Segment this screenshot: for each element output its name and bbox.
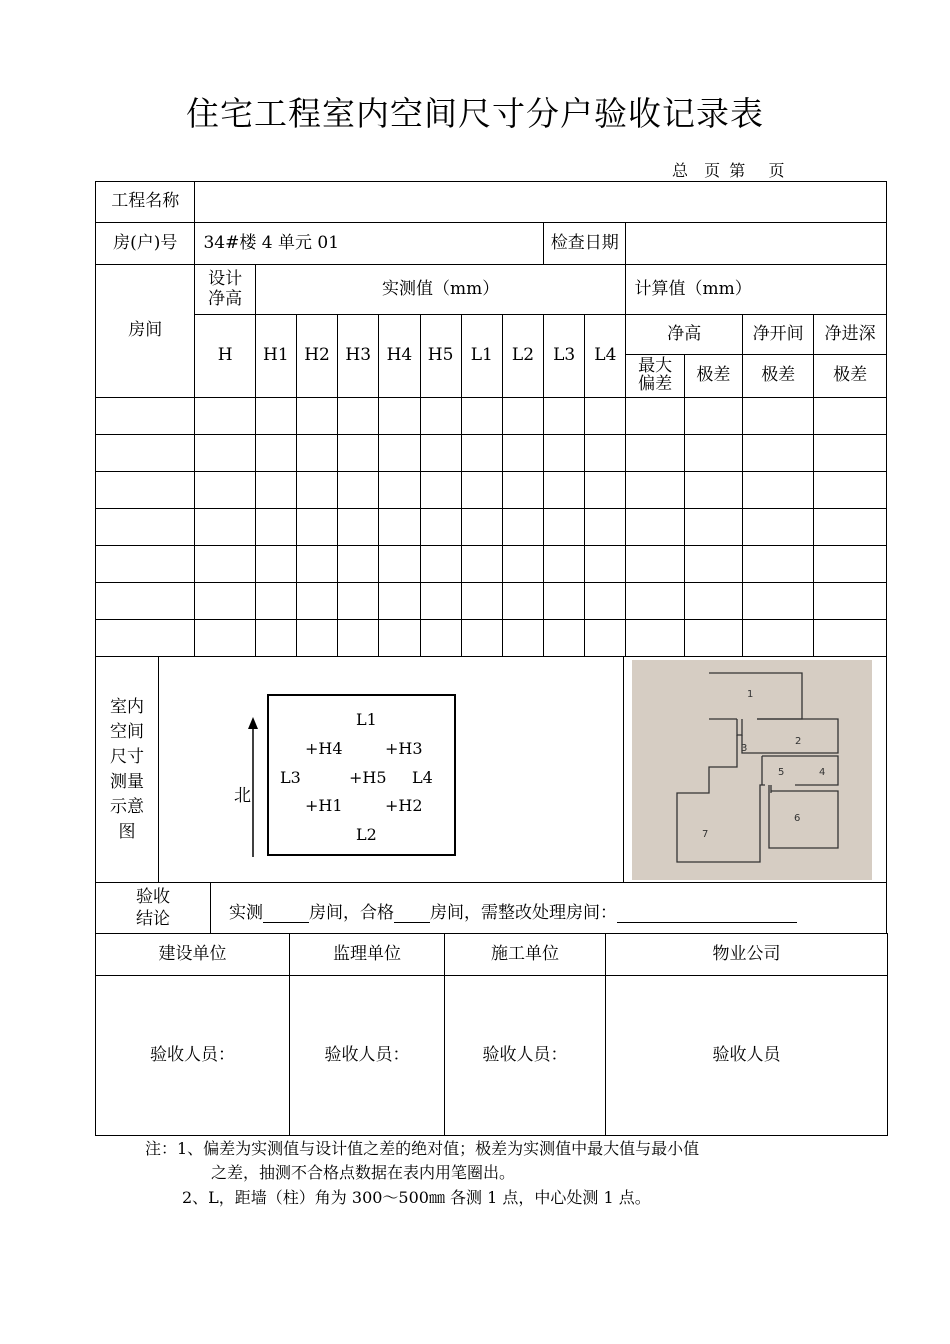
table-cell[interactable]: [743, 509, 814, 546]
north-label: 北: [234, 786, 251, 806]
table-cell[interactable]: [585, 620, 626, 657]
point-h4: +H4: [305, 739, 343, 758]
floorplan-room-2: 2: [795, 736, 802, 747]
table-cell[interactable]: [296, 435, 337, 472]
table-cell[interactable]: [684, 546, 742, 583]
table-cell[interactable]: [585, 583, 626, 620]
table-cell[interactable]: [420, 435, 461, 472]
table-cell[interactable]: [684, 472, 742, 509]
property-inspector[interactable]: 验收人员: [606, 976, 888, 1136]
table-cell[interactable]: [461, 546, 502, 583]
table-row: [96, 398, 887, 435]
measured-rooms-blank[interactable]: [263, 904, 309, 923]
floorplan-image: [623, 657, 888, 883]
table-cell[interactable]: [544, 509, 585, 546]
unit-number-value[interactable]: 34#楼 4 单元 01: [195, 223, 544, 265]
table-cell[interactable]: [585, 546, 626, 583]
table-cell[interactable]: [255, 398, 296, 435]
table-cell[interactable]: [296, 583, 337, 620]
table-cell[interactable]: [626, 472, 684, 509]
col-h5: H5: [420, 315, 461, 398]
table-cell[interactable]: [255, 620, 296, 657]
check-date-label: 检查日期: [544, 223, 626, 265]
floorplan-drawing: [624, 657, 886, 883]
table-cell[interactable]: [743, 472, 814, 509]
table-cell[interactable]: [379, 435, 420, 472]
table-cell[interactable]: [684, 398, 742, 435]
point-h3: +H3: [385, 739, 423, 758]
supervision-inspector[interactable]: 验收人员：: [290, 976, 445, 1136]
measurement-points-diagram: [267, 694, 456, 856]
range-header-3: 极差: [814, 355, 887, 398]
conclusion-label: 验收 结论: [96, 883, 211, 933]
col-h1: H1: [255, 315, 296, 398]
h-header: H: [195, 315, 255, 398]
measured-header: 实测值（mm）: [255, 265, 626, 315]
table-cell[interactable]: [461, 509, 502, 546]
rectify-rooms-blank[interactable]: [617, 904, 797, 923]
table-cell[interactable]: [96, 435, 195, 472]
table-cell[interactable]: [379, 583, 420, 620]
property-company-header: 物业公司: [606, 934, 888, 976]
table-cell[interactable]: [338, 583, 379, 620]
table-cell[interactable]: [684, 509, 742, 546]
project-name-value[interactable]: [195, 182, 887, 223]
table-cell[interactable]: [379, 620, 420, 657]
computed-header: 计算值（mm）: [626, 265, 887, 315]
table-cell[interactable]: [626, 620, 684, 657]
table-cell[interactable]: [626, 509, 684, 546]
col-h4: H4: [379, 315, 420, 398]
table-cell[interactable]: [585, 472, 626, 509]
floorplan-room-6: 6: [794, 813, 801, 824]
table-cell[interactable]: [461, 620, 502, 657]
table-cell[interactable]: [338, 546, 379, 583]
table-cell[interactable]: [814, 435, 887, 472]
table-cell[interactable]: [420, 620, 461, 657]
note-2: 2、L，距墙（柱）角为 300～500㎜ 各测 1 点，中心处测 1 点。: [182, 1188, 651, 1207]
table-cell[interactable]: [814, 620, 887, 657]
table-cell[interactable]: [379, 472, 420, 509]
table-cell[interactable]: [255, 546, 296, 583]
col-l1: L1: [461, 315, 502, 398]
table-cell[interactable]: [461, 472, 502, 509]
table-cell[interactable]: [195, 398, 255, 435]
table-cell[interactable]: [684, 620, 742, 657]
table-cell[interactable]: [684, 435, 742, 472]
table-cell[interactable]: [502, 546, 543, 583]
contractor-inspector[interactable]: 验收人员：: [445, 976, 606, 1136]
table-cell[interactable]: [296, 546, 337, 583]
table-cell[interactable]: [420, 398, 461, 435]
construction-unit-header: 建设单位: [96, 934, 290, 976]
table-cell[interactable]: [379, 509, 420, 546]
table-cell[interactable]: [338, 620, 379, 657]
table-cell[interactable]: [195, 546, 255, 583]
table-cell[interactable]: [195, 620, 255, 657]
table-cell[interactable]: [743, 435, 814, 472]
table-cell[interactable]: [461, 398, 502, 435]
diagram-section: [95, 657, 887, 883]
page-number-info: 总 页 第 页: [672, 161, 787, 180]
table-cell[interactable]: [743, 620, 814, 657]
data-rows: [96, 398, 887, 657]
diagram-label: 室内 空间 尺寸 测量 示意 图: [96, 657, 159, 882]
table-cell[interactable]: [420, 509, 461, 546]
table-cell[interactable]: [338, 509, 379, 546]
table-cell[interactable]: [544, 583, 585, 620]
table-cell[interactable]: [96, 583, 195, 620]
col-l4: L4: [585, 315, 626, 398]
table-cell[interactable]: [296, 472, 337, 509]
floorplan-room-3: 3: [741, 743, 748, 754]
table-cell[interactable]: [96, 546, 195, 583]
unit-number-label: 房(户)号: [96, 223, 195, 265]
table-cell[interactable]: [420, 583, 461, 620]
conclusion-rectify-text: 房间，需整改处理房间：: [430, 903, 617, 923]
signoff-table: [95, 933, 888, 1136]
table-cell[interactable]: [502, 398, 543, 435]
table-cell[interactable]: [296, 509, 337, 546]
table-cell[interactable]: [544, 398, 585, 435]
table-row: [96, 546, 887, 583]
table-cell[interactable]: [338, 435, 379, 472]
table-cell[interactable]: [502, 472, 543, 509]
range-header-2: 极差: [743, 355, 814, 398]
table-cell[interactable]: [96, 398, 195, 435]
table-row: [96, 509, 887, 546]
conclusion-pass-text: 房间，合格: [309, 903, 394, 923]
table-cell[interactable]: [626, 546, 684, 583]
table-cell[interactable]: [96, 509, 195, 546]
conclusion-text: [229, 898, 797, 923]
table-row: [96, 435, 887, 472]
conclusion-measured-prefix: 实测: [229, 903, 263, 923]
floorplan-room-4: 4: [819, 767, 826, 778]
table-cell[interactable]: [743, 398, 814, 435]
table-cell[interactable]: [255, 472, 296, 509]
table-row: [96, 620, 887, 657]
table-row: [96, 472, 887, 509]
net-depth-header: 净进深: [814, 315, 887, 355]
point-l2: L2: [356, 825, 377, 844]
table-cell[interactable]: [626, 398, 684, 435]
table-cell[interactable]: [585, 509, 626, 546]
table-cell[interactable]: [96, 620, 195, 657]
contractor-unit-header: 施工单位: [445, 934, 606, 976]
table-cell[interactable]: [544, 472, 585, 509]
table-cell[interactable]: [255, 435, 296, 472]
table-cell[interactable]: [502, 509, 543, 546]
table-cell[interactable]: [195, 583, 255, 620]
table-cell[interactable]: [626, 435, 684, 472]
note-1: 注：1、偏差为实测值与设计值之差的绝对值；极差为实测值中最大值与最小值: [145, 1139, 700, 1158]
table-cell[interactable]: [461, 435, 502, 472]
table-cell[interactable]: [502, 435, 543, 472]
table-cell[interactable]: [420, 472, 461, 509]
floorplan-room-1: 1: [747, 689, 754, 700]
table-cell[interactable]: [96, 472, 195, 509]
table-cell[interactable]: [255, 583, 296, 620]
table-cell[interactable]: [684, 583, 742, 620]
table-cell[interactable]: [195, 472, 255, 509]
table-cell[interactable]: [195, 435, 255, 472]
table-cell[interactable]: [338, 398, 379, 435]
table-cell[interactable]: [814, 583, 887, 620]
table-cell[interactable]: [814, 472, 887, 509]
table-cell[interactable]: [296, 398, 337, 435]
table-cell[interactable]: [814, 509, 887, 546]
table-cell[interactable]: [585, 435, 626, 472]
point-h5: +H5: [349, 768, 387, 787]
table-cell[interactable]: [379, 398, 420, 435]
table-cell[interactable]: [544, 620, 585, 657]
floorplan-room-7: 7: [702, 829, 709, 840]
point-h2: +H2: [385, 796, 423, 815]
table-cell[interactable]: [544, 546, 585, 583]
table-cell[interactable]: [420, 546, 461, 583]
design-height-header: 设计 净高: [195, 265, 255, 315]
note-1-cont: 之差，抽测不合格点数据在表内用笔圈出。: [211, 1163, 516, 1182]
table-cell[interactable]: [585, 398, 626, 435]
max-deviation-header: 最大 偏差: [626, 355, 684, 398]
conclusion-section: [95, 882, 887, 934]
net-height-header: 净高: [626, 315, 743, 355]
net-open-header: 净开间: [743, 315, 814, 355]
table-cell[interactable]: [255, 509, 296, 546]
table-cell[interactable]: [544, 435, 585, 472]
table-cell[interactable]: [743, 546, 814, 583]
supervision-unit-header: 监理单位: [290, 934, 445, 976]
construction-inspector[interactable]: 验收人员：: [96, 976, 290, 1136]
check-date-value[interactable]: [626, 223, 887, 265]
table-cell[interactable]: [814, 398, 887, 435]
point-l1: L1: [356, 710, 377, 729]
table-cell[interactable]: [502, 620, 543, 657]
col-l3: L3: [544, 315, 585, 398]
table-cell[interactable]: [502, 583, 543, 620]
table-cell[interactable]: [743, 583, 814, 620]
range-header-1: 极差: [684, 355, 742, 398]
point-l3: L3: [280, 768, 301, 787]
room-header: 房间: [96, 265, 195, 398]
floorplan-room-5: 5: [778, 767, 785, 778]
table-cell[interactable]: [296, 620, 337, 657]
point-h1: +H1: [305, 796, 343, 815]
table-cell[interactable]: [338, 472, 379, 509]
table-row: [96, 583, 887, 620]
col-h2: H2: [296, 315, 337, 398]
table-cell[interactable]: [461, 583, 502, 620]
passed-rooms-blank[interactable]: [394, 904, 430, 923]
page-title: 住宅工程室内空间尺寸分户验收记录表: [186, 94, 764, 133]
project-name-label: 工程名称: [96, 182, 195, 223]
table-cell[interactable]: [195, 509, 255, 546]
point-l4: L4: [412, 768, 433, 787]
table-cell[interactable]: [379, 546, 420, 583]
table-cell[interactable]: [814, 546, 887, 583]
measurement-table: [95, 181, 887, 657]
col-l2: L2: [502, 315, 543, 398]
table-cell[interactable]: [626, 583, 684, 620]
col-h3: H3: [338, 315, 379, 398]
